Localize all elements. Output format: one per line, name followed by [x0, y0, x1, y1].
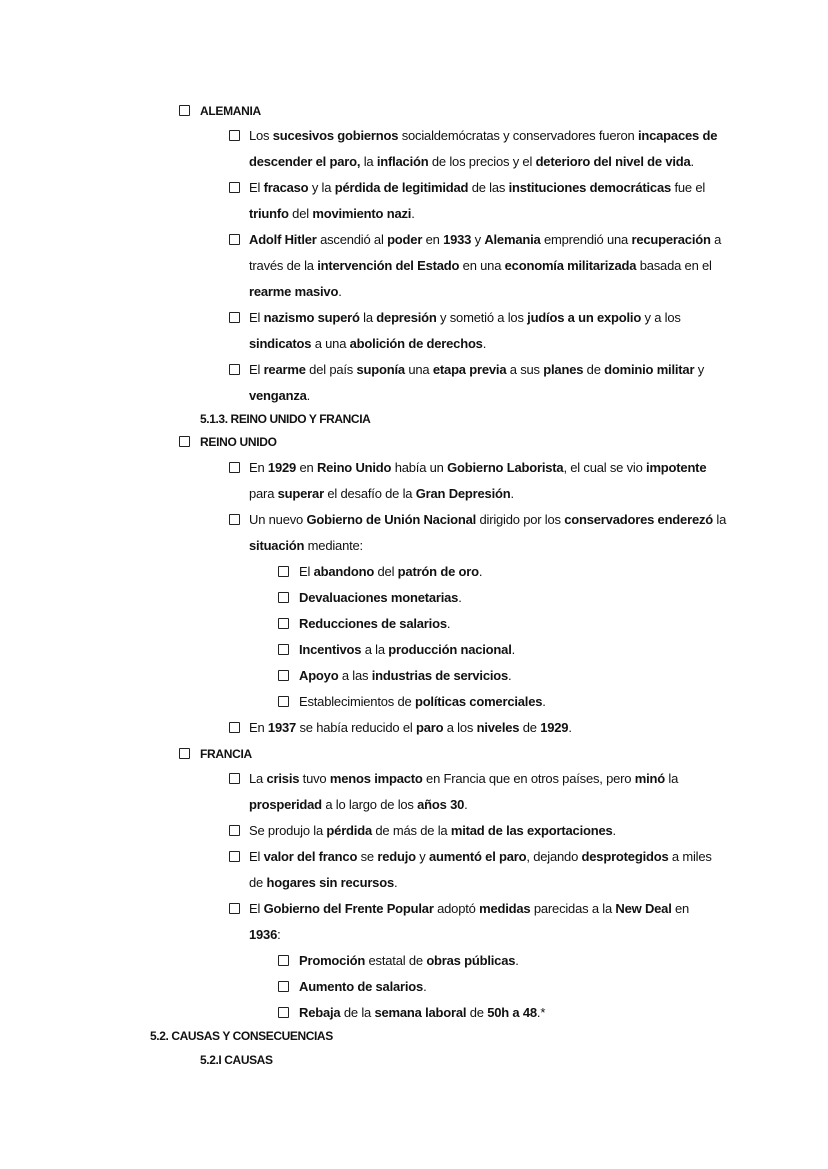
bold-term: 1929: [540, 720, 569, 735]
bold-term: pérdida de legitimidad: [334, 180, 469, 195]
checkbox-francia-sub-3[interactable]: [278, 1007, 289, 1018]
bold-term: industrias de servicios: [371, 668, 509, 683]
bold-term: Promoción: [299, 953, 366, 968]
checkbox-francia-4[interactable]: [229, 903, 240, 914]
bold-term: 1929: [267, 460, 297, 475]
heading-alemania: ALEMANIA: [200, 104, 261, 118]
bold-term: 1933: [443, 232, 472, 247]
reino-unido-subitem-4: Incentivos a la producción nacional.: [299, 642, 516, 657]
bold-term: triunfo: [249, 206, 289, 221]
checkbox-reino-unido[interactable]: [179, 436, 190, 447]
reino-unido-subitem-6: Establecimientos de políticas comerciales.: [299, 694, 546, 709]
checkbox-alemania-3[interactable]: [229, 234, 240, 245]
checkbox-reino-unido-3[interactable]: [229, 722, 240, 733]
bold-term: 1936: [249, 927, 278, 942]
bold-term: fracaso: [263, 180, 309, 195]
heading-francia: FRANCIA: [200, 747, 252, 761]
bold-term: Rebaja: [299, 1005, 341, 1020]
bold-term: nazismo superó: [263, 310, 360, 325]
reino-unido-subitem-1: El abandono del patrón de oro.: [299, 564, 483, 579]
francia-subitem-1: Promoción estatal de obras públicas.: [299, 953, 519, 968]
bold-term: conservadores enderezó: [564, 512, 714, 527]
francia-item-3: El valor del franco se redujo y aumentó el paro, dejando desprotegidos a miles de hogares sin recursos.: [249, 849, 712, 890]
alemania-item-2: El fracaso y la pérdida de legitimidad de las instituciones democráticas fue el triunfo del movimiento nazi.: [249, 180, 706, 221]
bold-term: New Deal: [615, 901, 672, 916]
bold-term: abolición de derechos: [349, 336, 483, 351]
bold-term: mitad de las exportaciones: [450, 823, 613, 838]
bold-term: años 30: [417, 797, 465, 812]
bold-term: Reino Unido: [316, 460, 392, 475]
checkbox-reino-unido-sub-2[interactable]: [278, 592, 289, 603]
bold-term: medidas: [479, 901, 531, 916]
alemania-item-1: Los sucesivos gobiernos socialdemócratas y conservadores fueron incapaces de descender el paro, la inflación de los precios y el deterioro del nivel de vida.: [249, 128, 718, 169]
bold-term: Gobierno de Unión Nacional: [306, 512, 477, 527]
bold-term: sucesivos gobiernos: [272, 128, 399, 143]
bold-term: patrón de oro: [397, 564, 479, 579]
bold-term: hogares sin recursos: [266, 875, 394, 890]
heading-reino-unido: REINO UNIDO: [200, 435, 277, 449]
checkbox-reino-unido-sub-1[interactable]: [278, 566, 289, 577]
francia-item-4: El Gobierno del Frente Popular adoptó medidas parecidas a la New Deal en 1936:: [249, 901, 690, 942]
bold-term: desprotegidos: [581, 849, 669, 864]
bold-term: 50h a 48: [487, 1005, 537, 1020]
checkbox-reino-unido-sub-5[interactable]: [278, 670, 289, 681]
bold-term: semana laboral: [374, 1005, 467, 1020]
bold-term: etapa previa: [432, 362, 507, 377]
bold-term: depresión: [376, 310, 437, 325]
bold-term: abandono: [313, 564, 375, 579]
francia-item-1: La crisis tuvo menos impacto en Francia que en otros países, pero minó la prosperidad a lo largo de los años 30.: [249, 771, 679, 812]
bold-term: Aumento de salarios: [299, 979, 424, 994]
bold-term: valor del franco: [263, 849, 358, 864]
bold-term: políticas comerciales: [414, 694, 543, 709]
checkbox-reino-unido-sub-4[interactable]: [278, 644, 289, 655]
bold-term: sindicatos: [249, 336, 312, 351]
bold-term: situación: [249, 538, 305, 553]
checkbox-francia-sub-1[interactable]: [278, 955, 289, 966]
checkbox-francia[interactable]: [179, 748, 190, 759]
alemania-item-3: Adolf Hitler ascendió al poder en 1933 y Alemania emprendió una recuperación a través de la intervención del Estado en una economía militarizada basada en el rearme masivo.: [249, 232, 722, 299]
bold-term: poder: [387, 232, 423, 247]
checkbox-reino-unido-2[interactable]: [229, 514, 240, 525]
bold-term: rearme: [263, 362, 306, 377]
bold-term: Gobierno del Frente Popular: [263, 901, 434, 916]
checkbox-reino-unido-sub-6[interactable]: [278, 696, 289, 707]
checkbox-francia-sub-2[interactable]: [278, 981, 289, 992]
bold-term: 1937: [267, 720, 297, 735]
bold-term: pérdida: [326, 823, 372, 838]
checkbox-alemania[interactable]: [179, 105, 190, 116]
checkbox-alemania-2[interactable]: [229, 182, 240, 193]
bold-term: prosperidad: [249, 797, 322, 812]
bold-term: Incentivos: [299, 642, 362, 657]
bold-term: Reducciones de salarios: [299, 616, 447, 631]
bold-term: economía militarizada: [504, 258, 637, 273]
bold-term: Apoyo: [299, 668, 339, 683]
checkbox-alemania-1[interactable]: [229, 130, 240, 141]
reino-unido-item-3: En 1937 se había reducido el paro a los niveles de 1929.: [249, 720, 572, 735]
bold-term: obras públicas: [426, 953, 516, 968]
reino-unido-item-2: Un nuevo Gobierno de Unión Nacional dirigido por los conservadores enderezó la situación mediante:: [249, 512, 727, 553]
alemania-item-5: El rearme del país suponía una etapa previa a sus planes de dominio militar y venganza.: [249, 362, 705, 403]
bold-term: suponía: [356, 362, 405, 377]
bold-term: Gobierno Laborista: [447, 460, 564, 475]
checkbox-francia-3[interactable]: [229, 851, 240, 862]
checkbox-alemania-5[interactable]: [229, 364, 240, 375]
checkbox-alemania-4[interactable]: [229, 312, 240, 323]
checkbox-reino-unido-sub-3[interactable]: [278, 618, 289, 629]
bold-term: Devaluaciones monetarias: [299, 590, 459, 605]
bold-term: inflación: [376, 154, 429, 169]
bold-term: niveles: [476, 720, 520, 735]
reino-unido-subitem-5: Apoyo a las industrias de servicios.: [299, 668, 512, 683]
francia-item-2: Se produjo la pérdida de más de la mitad de las exportaciones.: [249, 823, 616, 838]
checkbox-francia-2[interactable]: [229, 825, 240, 836]
bold-term: Alemania: [484, 232, 541, 247]
bold-term: superar: [277, 486, 324, 501]
bold-term: Gran Depresión: [415, 486, 511, 501]
bold-term: dominio militar: [604, 362, 695, 377]
reino-unido-item-1: En 1929 en Reino Unido había un Gobierno Laborista, el cual se vio impotente para superar el desafío de la Gran Depresión.: [249, 460, 707, 501]
bold-term: planes: [543, 362, 584, 377]
section-heading-5-2: 5.2. CAUSAS Y CONSECUENCIAS: [150, 1029, 333, 1043]
section-heading-5-2-1: 5.2.I CAUSAS: [200, 1053, 273, 1067]
bold-term: recuperación: [631, 232, 711, 247]
bold-term: aumentó el paro: [429, 849, 527, 864]
bold-term: crisis: [266, 771, 300, 786]
bold-term: incapaces de descender el paro,: [249, 128, 718, 169]
bold-term: rearme masivo: [249, 284, 339, 299]
bold-term: producción nacional: [388, 642, 512, 657]
bold-term: deterioro del nivel de vida: [535, 154, 691, 169]
francia-subitem-3: Rebaja de la semana laboral de 50h a 48.*: [299, 1005, 546, 1020]
checkbox-francia-1[interactable]: [229, 773, 240, 784]
bold-term: intervención del Estado: [317, 258, 460, 273]
francia-subitem-2: Aumento de salarios.: [299, 979, 427, 994]
section-heading-5-1-3: 5.1.3. REINO UNIDO Y FRANCIA: [200, 412, 371, 426]
bold-term: instituciones democráticas: [508, 180, 672, 195]
bold-term: venganza: [249, 388, 307, 403]
bold-term: judíos a un expolio: [527, 310, 642, 325]
checkbox-reino-unido-1[interactable]: [229, 462, 240, 473]
bold-term: Adolf Hitler: [249, 232, 317, 247]
bold-term: minó: [634, 771, 665, 786]
bold-term: redujo: [377, 849, 416, 864]
bold-term: impotente: [646, 460, 707, 475]
bold-term: movimiento nazi: [312, 206, 412, 221]
reino-unido-subitem-3: Reducciones de salarios.: [299, 616, 451, 631]
bold-term: menos impacto: [329, 771, 423, 786]
alemania-item-4: El nazismo superó la depresión y sometió a los judíos a un expolio y a los sindicatos a una abolición de derechos.: [249, 310, 681, 351]
reino-unido-subitem-2: Devaluaciones monetarias.: [299, 590, 462, 605]
bold-term: paro: [415, 720, 444, 735]
